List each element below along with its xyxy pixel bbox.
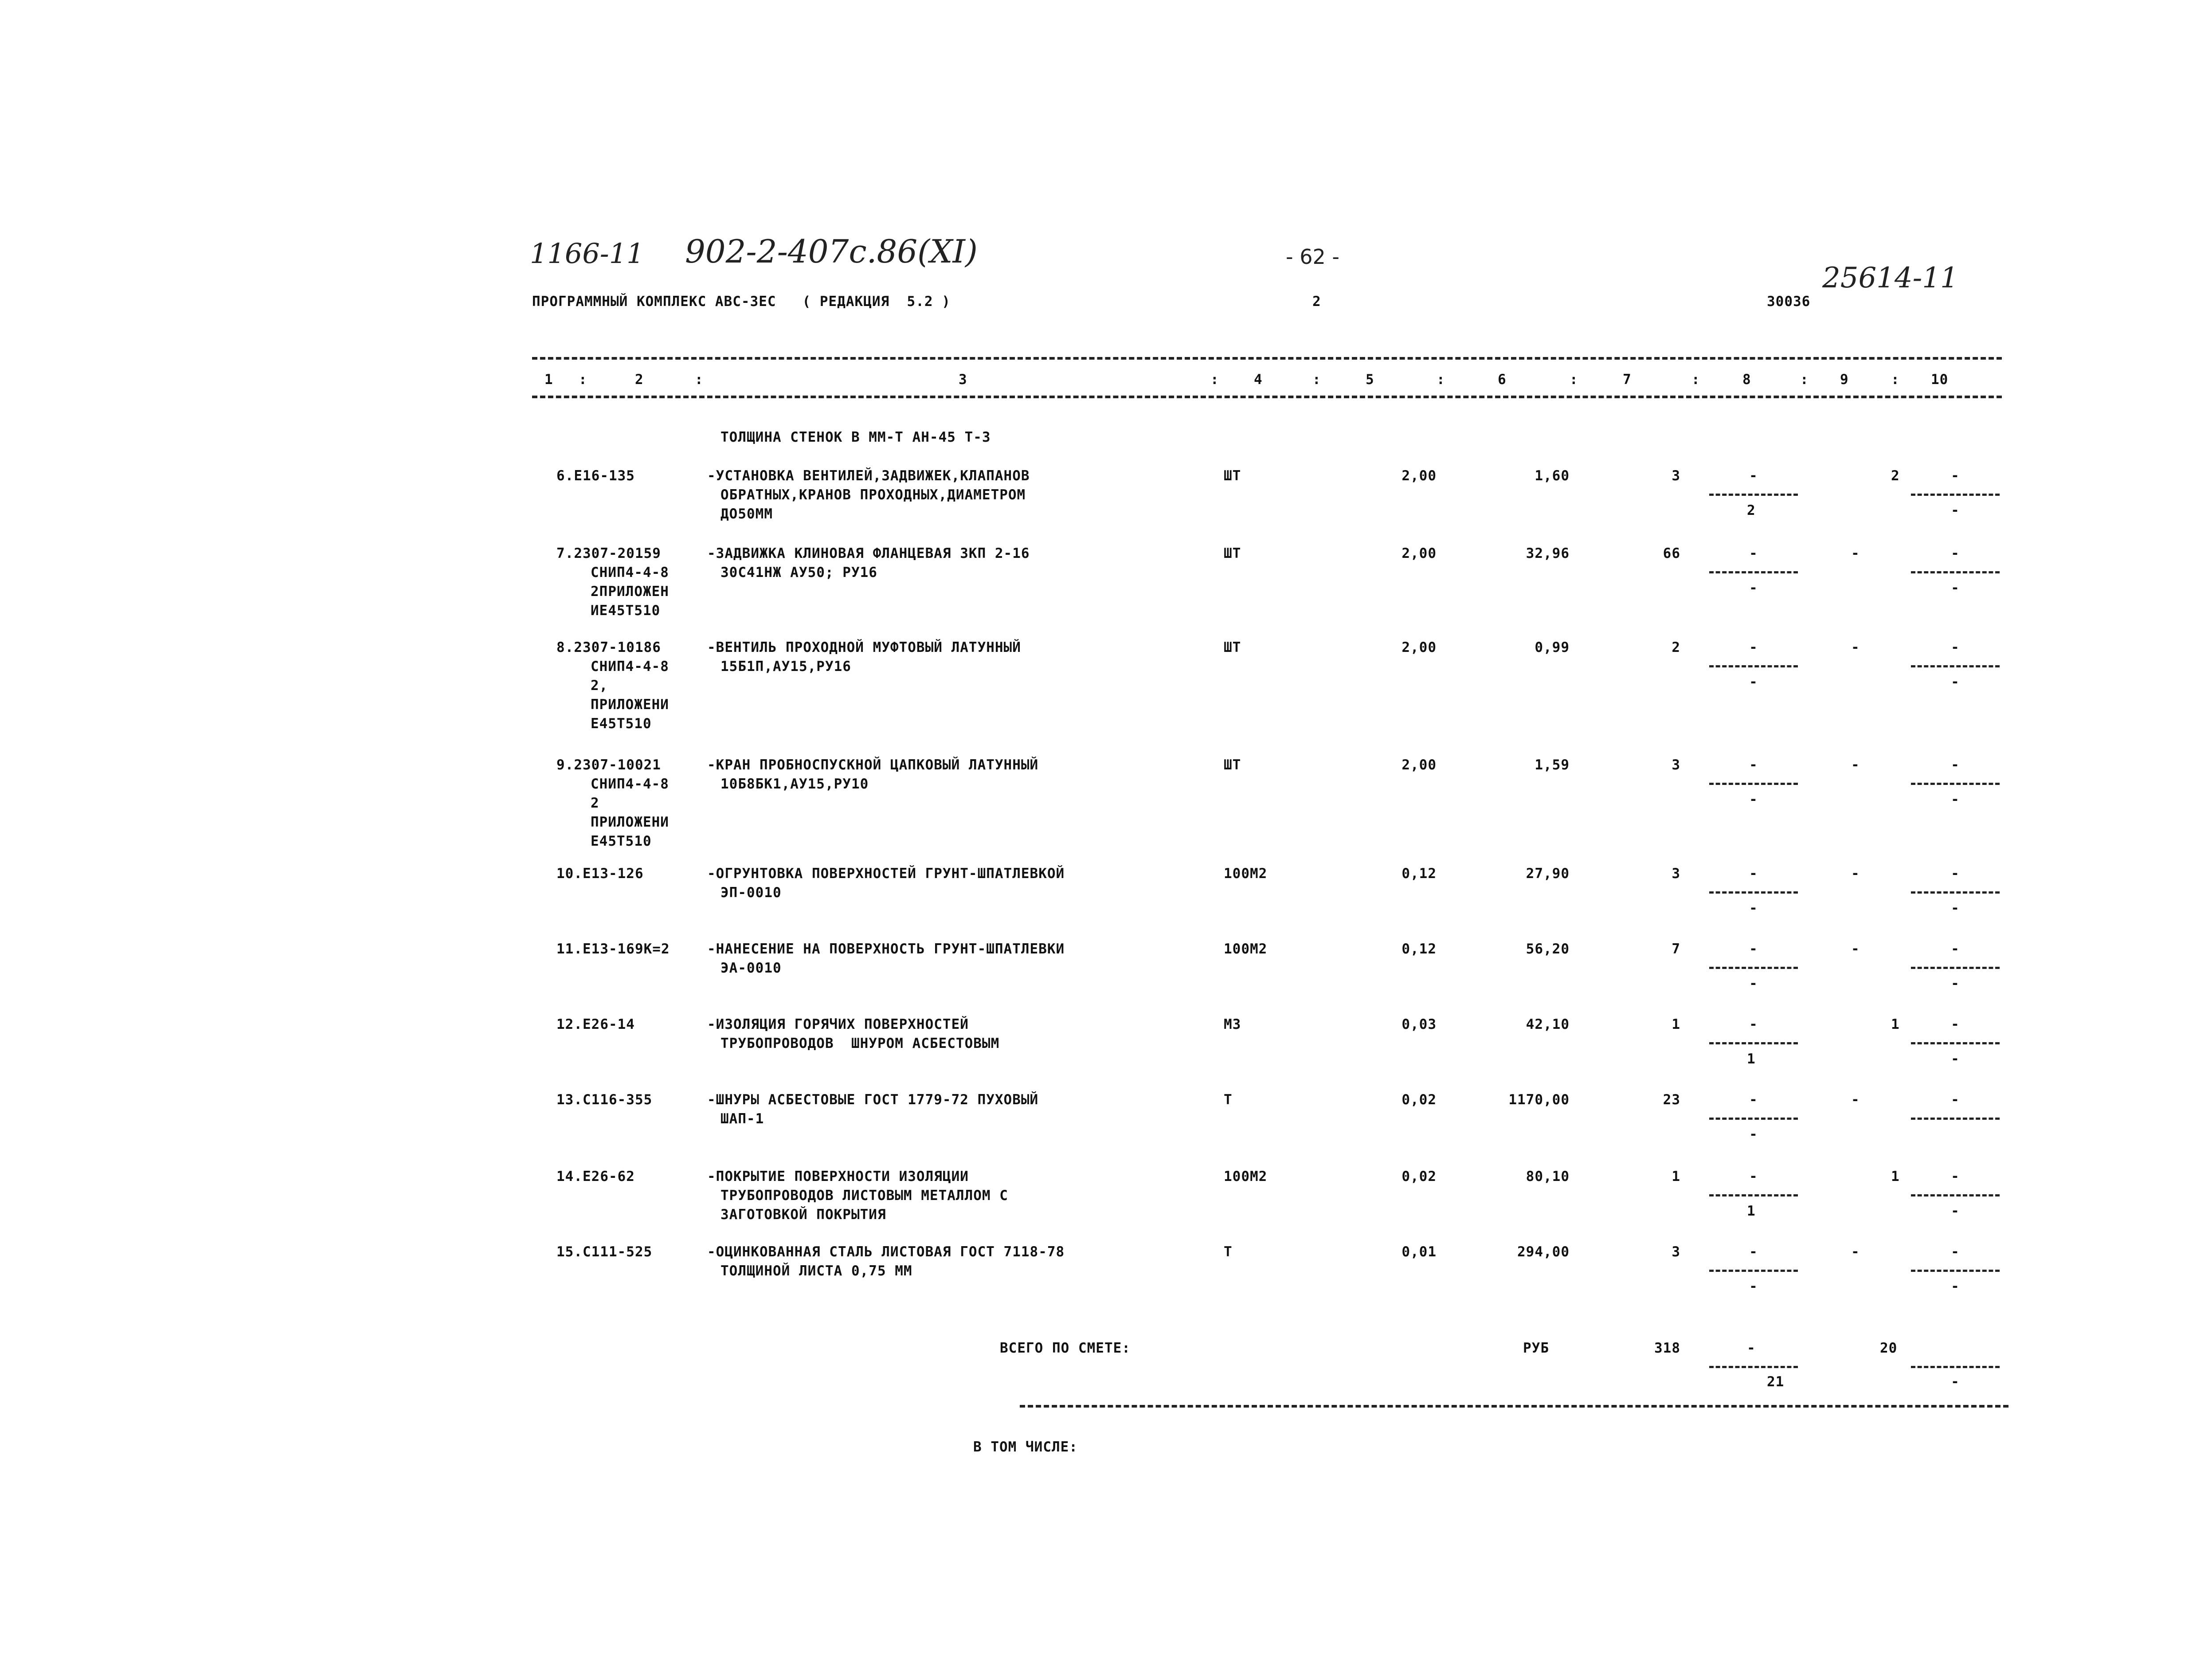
including-label: В ТОМ ЧИСЛЕ: bbox=[973, 1439, 1078, 1455]
row-col8-fraction-line bbox=[1709, 967, 1798, 969]
handwritten-document-number: 25614-11 bbox=[1822, 262, 1958, 294]
row-unit-price: 1170,00 bbox=[1508, 1092, 1570, 1108]
row-col10-top-dash: - bbox=[1951, 639, 1960, 655]
totals-unit: РУБ bbox=[1523, 1340, 1549, 1356]
row-col9: - bbox=[1851, 639, 1860, 655]
row-col10-bottom: - bbox=[1951, 1051, 1960, 1067]
column-header-1: 1 bbox=[544, 372, 553, 388]
header-rule-bottom bbox=[532, 396, 2002, 398]
row-col7: 3 bbox=[1672, 866, 1680, 882]
row-col10-bottom: - bbox=[1951, 1279, 1960, 1294]
row-col7: 1 bbox=[1672, 1016, 1680, 1032]
row-col10-top-dash: - bbox=[1951, 757, 1960, 773]
column-header-5: 5 bbox=[1366, 372, 1374, 388]
row-col10-bottom: - bbox=[1951, 580, 1960, 596]
page-number: - 62 - bbox=[1286, 245, 1339, 269]
column-separator: : bbox=[1437, 372, 1445, 388]
row-description: -ОГРУНТОВКА ПОВЕРХНОСТЕЙ ГРУНТ-ШПАТЛЕВКОЙ bbox=[707, 866, 1065, 882]
row-unit-price: 27,90 bbox=[1526, 866, 1570, 882]
row-col8-bottom: - bbox=[1749, 674, 1758, 690]
row-code: 2ПРИЛОЖЕН bbox=[591, 584, 669, 600]
row-col8-fraction-line bbox=[1709, 891, 1798, 894]
column-separator: : bbox=[579, 372, 587, 388]
row-description: 30С41НЖ АУ50; РУ16 bbox=[720, 565, 877, 580]
column-header-6: 6 bbox=[1498, 372, 1507, 388]
row-unit-price: 56,20 bbox=[1526, 941, 1570, 957]
row-unit-price: 32,96 bbox=[1526, 545, 1570, 561]
handwritten-project-code: 902-2-407с.86(XI) bbox=[685, 233, 978, 270]
row-col9: - bbox=[1851, 1092, 1860, 1108]
column-header-7: 7 bbox=[1623, 372, 1632, 388]
row-description: ТОЛЩИНОЙ ЛИСТА 0,75 ММ bbox=[720, 1263, 912, 1279]
column-header-2: 2 bbox=[635, 372, 644, 388]
row-description: ТРУБОПРОВОДОВ ЛИСТОВЫМ МЕТАЛЛОМ С bbox=[720, 1188, 1008, 1204]
column-separator: : bbox=[1691, 372, 1700, 388]
row-col7: 2 bbox=[1672, 639, 1680, 655]
column-separator: : bbox=[1570, 372, 1578, 388]
row-description: -КРАН ПРОБНОСПУСКНОЙ ЦАПКОВЫЙ ЛАТУННЫЙ bbox=[707, 757, 1039, 773]
row-col10-bottom: - bbox=[1951, 674, 1960, 690]
row-quantity: 0,02 bbox=[1402, 1169, 1437, 1184]
totals-col8-top: - bbox=[1747, 1340, 1756, 1356]
totals-col8-fraction-line bbox=[1709, 1366, 1798, 1368]
row-code: 15.С111-525 bbox=[556, 1244, 653, 1260]
totals-col7: 318 bbox=[1654, 1340, 1680, 1356]
row-col8-fraction-line bbox=[1709, 665, 1798, 667]
row-description: -ЗАДВИЖКА КЛИНОВАЯ ФЛАНЦЕВАЯ ЗКП 2-16 bbox=[707, 545, 1030, 561]
row-code: ПРИЛОЖЕНИ bbox=[591, 814, 669, 830]
row-description: ЭП-0010 bbox=[720, 885, 782, 901]
row-code: 7.2307-20159 bbox=[556, 545, 661, 561]
row-code: 14.Е26-62 bbox=[556, 1169, 635, 1184]
row-col8-top: - bbox=[1749, 1092, 1758, 1108]
row-col8-top: - bbox=[1749, 639, 1758, 655]
row-col7: 3 bbox=[1672, 757, 1680, 773]
row-col8-top: - bbox=[1749, 757, 1758, 773]
row-quantity: 2,00 bbox=[1402, 639, 1437, 655]
row-col8-bottom: - bbox=[1749, 1126, 1758, 1142]
row-col8-top: - bbox=[1749, 941, 1758, 957]
totals-col8-bottom: 21 bbox=[1767, 1374, 1785, 1390]
row-description: -ИЗОЛЯЦИЯ ГОРЯЧИХ ПОВЕРХНОСТЕЙ bbox=[707, 1016, 969, 1032]
row-col8-top: - bbox=[1749, 1016, 1758, 1032]
row-col10-fraction-line bbox=[1911, 571, 2000, 573]
row-col10-fraction-line bbox=[1911, 783, 2000, 785]
row-unit-price: 42,10 bbox=[1526, 1016, 1570, 1032]
row-col10-top-dash: - bbox=[1951, 545, 1960, 561]
totals-col9: 20 bbox=[1880, 1340, 1898, 1356]
row-description: 10Б8БК1,АУ15,РУ10 bbox=[720, 776, 869, 792]
column-header-4: 4 bbox=[1254, 372, 1263, 388]
row-col10-fraction-line bbox=[1911, 967, 2000, 969]
row-col10-top-dash: - bbox=[1951, 1016, 1960, 1032]
column-separator: : bbox=[1210, 372, 1219, 388]
row-col10-top-dash: - bbox=[1951, 1244, 1960, 1260]
row-col10-top: 1 bbox=[1891, 1169, 1900, 1184]
column-header-8: 8 bbox=[1742, 372, 1751, 388]
column-header-3: 3 bbox=[959, 372, 967, 388]
row-col9: - bbox=[1851, 1244, 1860, 1260]
row-col8-bottom: - bbox=[1749, 900, 1758, 916]
row-col9: - bbox=[1851, 545, 1860, 561]
row-quantity: 2,00 bbox=[1402, 545, 1437, 561]
row-unit-price: 1,59 bbox=[1535, 757, 1570, 773]
row-col8-top: - bbox=[1749, 1169, 1758, 1184]
row-code: 11.Е13-169К=2 bbox=[556, 941, 670, 957]
row-quantity: 0,01 bbox=[1402, 1244, 1437, 1260]
row-col8-fraction-line bbox=[1709, 1270, 1798, 1272]
column-separator: : bbox=[1312, 372, 1321, 388]
row-col7: 7 bbox=[1672, 941, 1680, 957]
row-unit: ШТ bbox=[1224, 468, 1241, 484]
row-col8-fraction-line bbox=[1709, 1118, 1798, 1120]
row-col7: 66 bbox=[1663, 545, 1680, 561]
row-col10-top-dash: - bbox=[1951, 866, 1960, 882]
row-code: 6.Е16-135 bbox=[556, 468, 635, 484]
column-separator: : bbox=[1891, 372, 1900, 388]
row-code: ПРИЛОЖЕНИ bbox=[591, 697, 669, 713]
row-unit-price: 1,60 bbox=[1535, 468, 1570, 484]
row-description: -ШНУРЫ АСБЕСТОВЫЕ ГОСТ 1779-72 ПУХОВЫЙ bbox=[707, 1092, 1039, 1108]
section-title: ТОЛЩИНА СТЕНОК В ММ-Т АН-45 Т-3 bbox=[720, 429, 991, 445]
row-col8-fraction-line bbox=[1709, 1042, 1798, 1044]
row-col9: - bbox=[1851, 757, 1860, 773]
row-code: СНИП4-4-8 bbox=[591, 565, 669, 580]
row-description: ОБРАТНЫХ,КРАНОВ ПРОХОДНЫХ,ДИАМЕТРОМ bbox=[720, 487, 1026, 503]
row-quantity: 0,12 bbox=[1402, 866, 1437, 882]
row-col8-top: - bbox=[1749, 545, 1758, 561]
totals-col10-bottom: - bbox=[1951, 1374, 1960, 1390]
row-col8-bottom: 1 bbox=[1747, 1051, 1756, 1067]
row-col7: 1 bbox=[1672, 1169, 1680, 1184]
row-col10-top-dash: - bbox=[1951, 468, 1960, 484]
row-col8-bottom: - bbox=[1749, 792, 1758, 808]
row-quantity: 2,00 bbox=[1402, 468, 1437, 484]
row-description: -УСТАНОВКА ВЕНТИЛЕЙ,ЗАДВИЖЕК,КЛАПАНОВ bbox=[707, 468, 1030, 484]
row-code: 13.С116-355 bbox=[556, 1092, 653, 1108]
column-separator: : bbox=[1800, 372, 1809, 388]
header-rule-top bbox=[532, 357, 2002, 360]
row-col10-top-dash: - bbox=[1951, 1092, 1960, 1108]
row-col10-bottom: - bbox=[1951, 502, 1960, 518]
row-code: 10.Е13-126 bbox=[556, 866, 644, 882]
column-header-10: 10 bbox=[1931, 372, 1949, 388]
row-description: -ОЦИНКОВАННАЯ СТАЛЬ ЛИСТОВАЯ ГОСТ 7118-78 bbox=[707, 1244, 1065, 1260]
handwritten-sheet-number: 1166-11 bbox=[530, 237, 644, 270]
row-col8-bottom: - bbox=[1749, 976, 1758, 992]
row-description: ЗАГОТОВКОЙ ПОКРЫТИЯ bbox=[720, 1207, 886, 1223]
row-code: 12.Е26-14 bbox=[556, 1016, 635, 1032]
row-unit: ШТ bbox=[1224, 639, 1241, 655]
row-code: 8.2307-10186 bbox=[556, 639, 661, 655]
row-description: -ВЕНТИЛЬ ПРОХОДНОЙ МУФТОВЫЙ ЛАТУННЫЙ bbox=[707, 639, 1021, 655]
totals-label: ВСЕГО ПО СМЕТЕ: bbox=[1000, 1340, 1131, 1356]
row-description: -НАНЕСЕНИЕ НА ПОВЕРХНОСТЬ ГРУНТ-ШПАТЛЕВКИ bbox=[707, 941, 1065, 957]
row-col7: 3 bbox=[1672, 468, 1680, 484]
row-col10-bottom: - bbox=[1951, 976, 1960, 992]
row-col7: 3 bbox=[1672, 1244, 1680, 1260]
row-col10-top: 1 bbox=[1891, 1016, 1900, 1032]
row-description: ШАП-1 bbox=[720, 1111, 764, 1127]
row-unit: ШТ bbox=[1224, 545, 1241, 561]
row-unit-price: 80,10 bbox=[1526, 1169, 1570, 1184]
row-unit-price: 294,00 bbox=[1517, 1244, 1570, 1260]
row-col7: 23 bbox=[1663, 1092, 1680, 1108]
column-header-9: 9 bbox=[1840, 372, 1849, 388]
row-code: 2 bbox=[591, 795, 599, 811]
totals-col10-fraction-line bbox=[1911, 1366, 2000, 1368]
row-col8-bottom: - bbox=[1749, 580, 1758, 596]
row-code: СНИП4-4-8 bbox=[591, 659, 669, 675]
row-col9: - bbox=[1851, 866, 1860, 882]
row-quantity: 0,03 bbox=[1402, 1016, 1437, 1032]
row-col10-fraction-line bbox=[1911, 494, 2000, 496]
row-col10-fraction-line bbox=[1911, 1270, 2000, 1272]
row-code: ИЕ45Т510 bbox=[591, 603, 661, 619]
row-quantity: 0,12 bbox=[1402, 941, 1437, 957]
row-col10-top-dash: - bbox=[1951, 1169, 1960, 1184]
row-code: Е45Т510 bbox=[591, 716, 652, 732]
row-col8-fraction-line bbox=[1709, 1194, 1798, 1196]
row-col8-fraction-line bbox=[1709, 783, 1798, 785]
row-col8-fraction-line bbox=[1709, 571, 1798, 573]
program-label: ПРОГРАММНЫЙ КОМПЛЕКС АВС-ЗЕС ( РЕДАКЦИЯ 5.2 ) bbox=[532, 294, 951, 310]
row-col8-top: - bbox=[1749, 468, 1758, 484]
row-col10-bottom: - bbox=[1951, 900, 1960, 916]
row-code: 2, bbox=[591, 678, 608, 694]
row-unit: 100М2 bbox=[1224, 1169, 1268, 1184]
row-unit: 100М2 bbox=[1224, 866, 1268, 882]
row-description: -ПОКРЫТИЕ ПОВЕРХНОСТИ ИЗОЛЯЦИИ bbox=[707, 1169, 969, 1184]
row-unit: М3 bbox=[1224, 1016, 1241, 1032]
row-code: Е45Т510 bbox=[591, 833, 652, 849]
row-col10-bottom: - bbox=[1951, 792, 1960, 808]
row-col8-fraction-line bbox=[1709, 494, 1798, 496]
row-col8-top: - bbox=[1749, 1244, 1758, 1260]
row-code: СНИП4-4-8 bbox=[591, 776, 669, 792]
row-code: 9.2307-10021 bbox=[556, 757, 661, 773]
row-col10-top-dash: - bbox=[1951, 941, 1960, 957]
row-col8-bottom: 2 bbox=[1747, 502, 1756, 518]
row-description: ДО50ММ bbox=[720, 506, 773, 522]
totals-rule bbox=[1020, 1405, 2008, 1408]
row-unit: Т bbox=[1224, 1092, 1233, 1108]
row-unit-price: 0,99 bbox=[1535, 639, 1570, 655]
row-description: 15Б1П,АУ15,РУ16 bbox=[720, 659, 851, 675]
row-col10-fraction-line bbox=[1911, 1194, 2000, 1196]
row-unit: Т bbox=[1224, 1244, 1233, 1260]
row-col8-bottom: 1 bbox=[1747, 1203, 1756, 1219]
row-unit: 100М2 bbox=[1224, 941, 1268, 957]
sheet-number: 2 bbox=[1312, 294, 1321, 310]
row-col8-bottom: - bbox=[1749, 1279, 1758, 1294]
row-unit: ШТ bbox=[1224, 757, 1241, 773]
row-col10-fraction-line bbox=[1911, 1042, 2000, 1044]
row-description: ТРУБОПРОВОДОВ ШНУРОМ АСБЕСТОВЫМ bbox=[720, 1035, 1000, 1051]
row-quantity: 0,02 bbox=[1402, 1092, 1437, 1108]
row-col10-fraction-line bbox=[1911, 1118, 2000, 1120]
row-col9: - bbox=[1851, 941, 1860, 957]
row-col10-bottom: - bbox=[1951, 1203, 1960, 1219]
row-col10-fraction-line bbox=[1911, 665, 2000, 667]
column-separator: : bbox=[695, 372, 704, 388]
row-col10-top: 2 bbox=[1891, 468, 1900, 484]
row-col10-fraction-line bbox=[1911, 891, 2000, 894]
row-quantity: 2,00 bbox=[1402, 757, 1437, 773]
document-code: 30036 bbox=[1767, 294, 1811, 310]
row-col8-top: - bbox=[1749, 866, 1758, 882]
row-description: ЭА-0010 bbox=[720, 960, 782, 976]
